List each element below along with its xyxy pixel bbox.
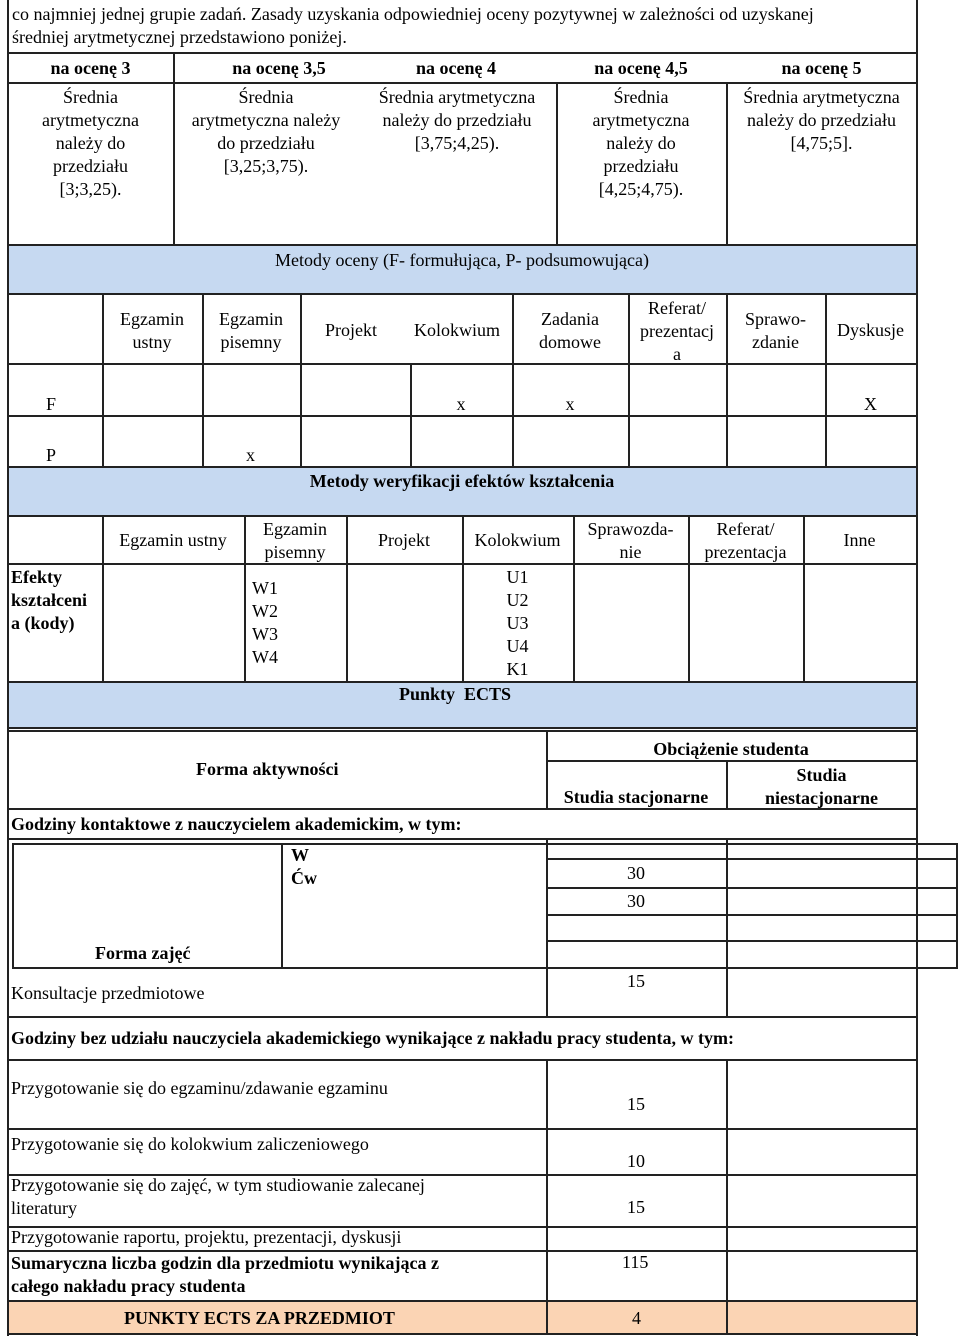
- konsultacje-value: 15: [627, 971, 645, 991]
- intro-line-2: średniej arytmetycznej przedstawiono poniżej.: [12, 27, 347, 47]
- verif-projekt: Projekt: [378, 530, 430, 550]
- method-referat: Referat/ prezentacj a: [640, 298, 714, 364]
- verif-egzamin-pisemny-codes: W1 W2 W3 W4: [252, 578, 278, 667]
- grade-header-4-5: na ocenę 4,5: [594, 58, 688, 78]
- grade-desc-4: Średnia arytmetyczna należy do przedziału [3,75;4,25).: [378, 87, 536, 153]
- ects-summary-label: PUNKTY ECTS ZA PRZEDMIOT: [124, 1308, 395, 1328]
- konsultacje-label: Konsultacje przedmiotowe: [11, 983, 205, 1003]
- row-f-kolokwium-mark: x: [456, 394, 466, 414]
- row-raport-label: Przygotowanie raportu, projektu, prezentacji, dyskusji: [11, 1227, 402, 1247]
- row-p-egzamin-pisemny-mark: x: [246, 445, 255, 465]
- verif-referat: Referat/ prezentacja: [704, 519, 787, 562]
- grade-desc-5: Średnia arytmetyczna należy do przedziału [4,75;5].: [743, 87, 900, 153]
- bez-udzialu-header: Godziny bez udziału nauczyciela akademickiego wynikające z nakładu pracy studenta, w tym:: [11, 1028, 735, 1048]
- row-kolokwium-value: 10: [627, 1151, 645, 1171]
- cw-label: Ćw: [291, 868, 317, 888]
- methods-title: Metody oceny (F- formułująca, P- podsumowująca): [275, 250, 649, 270]
- forma-zajec: Forma zajęć: [95, 943, 191, 963]
- verif-egzamin-ustny: Egzamin ustny: [119, 530, 227, 550]
- w-value: 30: [627, 863, 645, 883]
- forma-aktywnosci: Forma aktywności: [196, 759, 339, 779]
- sum-value: 115: [622, 1252, 649, 1272]
- method-projekt: Projekt: [325, 320, 377, 340]
- method-zadania-domowe: Zadania domowe: [539, 309, 601, 352]
- grade-desc-3-5: Średnia arytmetyczna należy do przedziału [3,25;3,75).: [191, 87, 341, 176]
- sum-label: Sumaryczna liczba godzin dla przedmiotu wynikająca z całego nakładu pracy studenta: [11, 1253, 439, 1296]
- row-egzamin-label: Przygotowanie się do egzaminu/zdawanie egzaminu: [11, 1078, 388, 1098]
- kontaktowe-header: Godziny kontaktowe z nauczycielem akademickim, w tym:: [11, 814, 462, 834]
- row-f-zadania-mark: x: [565, 394, 575, 414]
- studia-stacjonarne: Studia stacjonarne: [563, 787, 709, 807]
- w-label: W: [291, 845, 309, 865]
- verif-egzamin-pisemny: Egzamin pisemny: [263, 519, 327, 562]
- cw-value: 30: [627, 891, 645, 911]
- method-dyskusje: Dyskusje: [837, 320, 904, 340]
- row-p-label: P: [46, 445, 57, 465]
- row-f-dyskusje-mark: X: [864, 394, 877, 414]
- verif-kolokwium: Kolokwium: [474, 530, 561, 550]
- method-egzamin-pisemny: Egzamin pisemny: [219, 309, 283, 352]
- verif-inne: Inne: [843, 530, 876, 550]
- ects-summary-value: 4: [632, 1308, 641, 1328]
- method-egzamin-ustny: Egzamin ustny: [120, 309, 184, 352]
- ects-title: Punkty ECTS: [399, 684, 512, 704]
- intro-line-1: co najmniej jednej grupie zadań. Zasady uzyskania odpowiedniej oceny pozytywnej w zależności od uzyskanej: [12, 4, 814, 24]
- verif-row-label: Efekty kształceni a (kody): [11, 567, 87, 633]
- grade-header-3: na ocenę 3: [50, 58, 131, 78]
- verification-title: Metody weryfikacji efektów kształcenia: [309, 471, 615, 491]
- grade-desc-4-5: Średnia arytmetyczna należy do przedziału [4,25;4,75).: [592, 87, 690, 199]
- grade-header-5: na ocenę 5: [781, 58, 862, 78]
- row-zajecia-label: Przygotowanie się do zajęć, w tym studiowanie zalecanej literatury: [11, 1175, 425, 1218]
- grade-header-3-5: na ocenę 3,5: [232, 58, 326, 78]
- row-egzamin-value: 15: [627, 1094, 645, 1114]
- grade-header-4: na ocenę 4: [416, 58, 496, 78]
- method-kolokwium: Kolokwium: [413, 320, 500, 340]
- obciazenie-studenta: Obciążenie studenta: [653, 739, 809, 759]
- grade-desc-3: Średnia arytmetyczna należy do przedziału [3;3,25).: [42, 87, 139, 199]
- method-sprawozdanie: Sprawo- zdanie: [745, 309, 806, 352]
- row-zajecia-value: 15: [627, 1197, 645, 1217]
- verif-kolokwium-codes: U1 U2 U3 U4 K1: [506, 567, 529, 679]
- row-f-label: F: [46, 394, 57, 414]
- studia-niestacjonarne: Studia niestacjonarne: [765, 765, 878, 808]
- row-kolokwium-label: Przygotowanie się do kolokwium zaliczeniowego: [11, 1134, 369, 1154]
- verif-sprawozdanie: Sprawozda- nie: [587, 519, 674, 562]
